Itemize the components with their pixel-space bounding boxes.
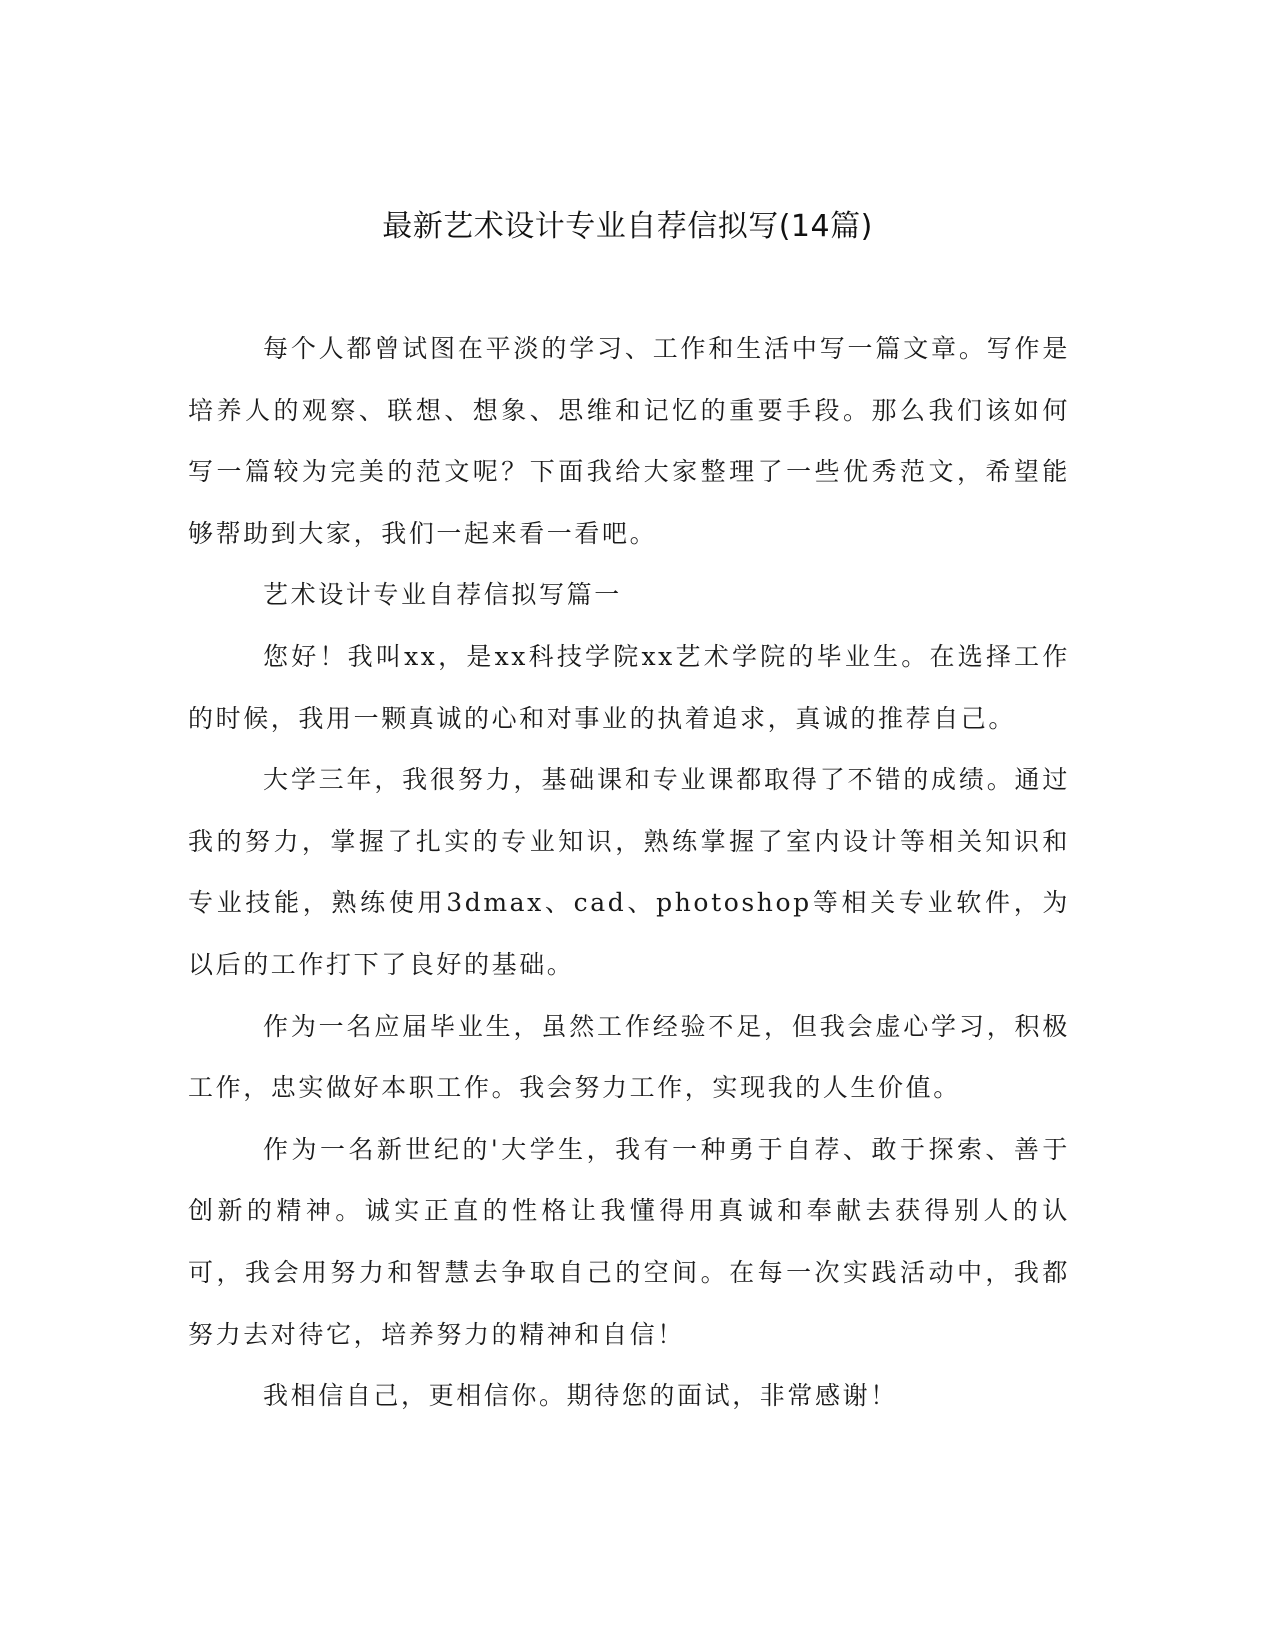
paragraph-greeting: 您好！我叫xx，是xx科技学院xx艺术学院的毕业生。在选择工作的时候，我用一颗真诚的心和对事业的执着追求，真诚的推荐自己。 xyxy=(188,641,1070,733)
paragraph-graduate: 作为一名应届毕业生，虽然工作经验不足，但我会虚心学习，积极工作，忠实做好本职工作。我会努力工作，实现我的人生价值。 xyxy=(188,1011,1070,1103)
paragraph-study: 大学三年，我很努力，基础课和专业课都取得了不错的成绩。通过我的努力，掌握了扎实的专业知识，熟练掌握了室内设计等相关知识和专业技能，熟练使用3dmax、cad、photoshop等相关专业软件，为以后的工作打下了良好的基础。 xyxy=(188,765,1070,979)
paragraph-closing: 我相信自己，更相信你。期待您的面试，非常感谢！ xyxy=(263,1381,898,1411)
document-body xyxy=(188,318,1070,1427)
section-heading: 艺术设计专业自荐信拟写篇一 xyxy=(263,580,622,610)
paragraph-intro: 每个人都曾试图在平淡的学习、工作和生活中写一篇文章。写作是培养人的观察、联想、想象、思维和记忆的重要手段。那么我们该如何写一篇较为完美的范文呢？下面我给大家整理了一些优秀范文，希望能够帮助到大家，我们一起来看一看吧。 xyxy=(188,334,1070,548)
paragraph-spirit: 作为一名新世纪的'大学生，我有一种勇于自荐、敢于探索、善于创新的精神。诚实正直的性格让我懂得用真诚和奉献去获得别人的认可，我会用努力和智慧去争取自己的空间。在每一次实践活动中，我都努力去对待它，培养努力的精神和自信！ xyxy=(188,1134,1070,1349)
document-title: 最新艺术设计专业自荐信拟写(14篇) xyxy=(382,209,873,244)
